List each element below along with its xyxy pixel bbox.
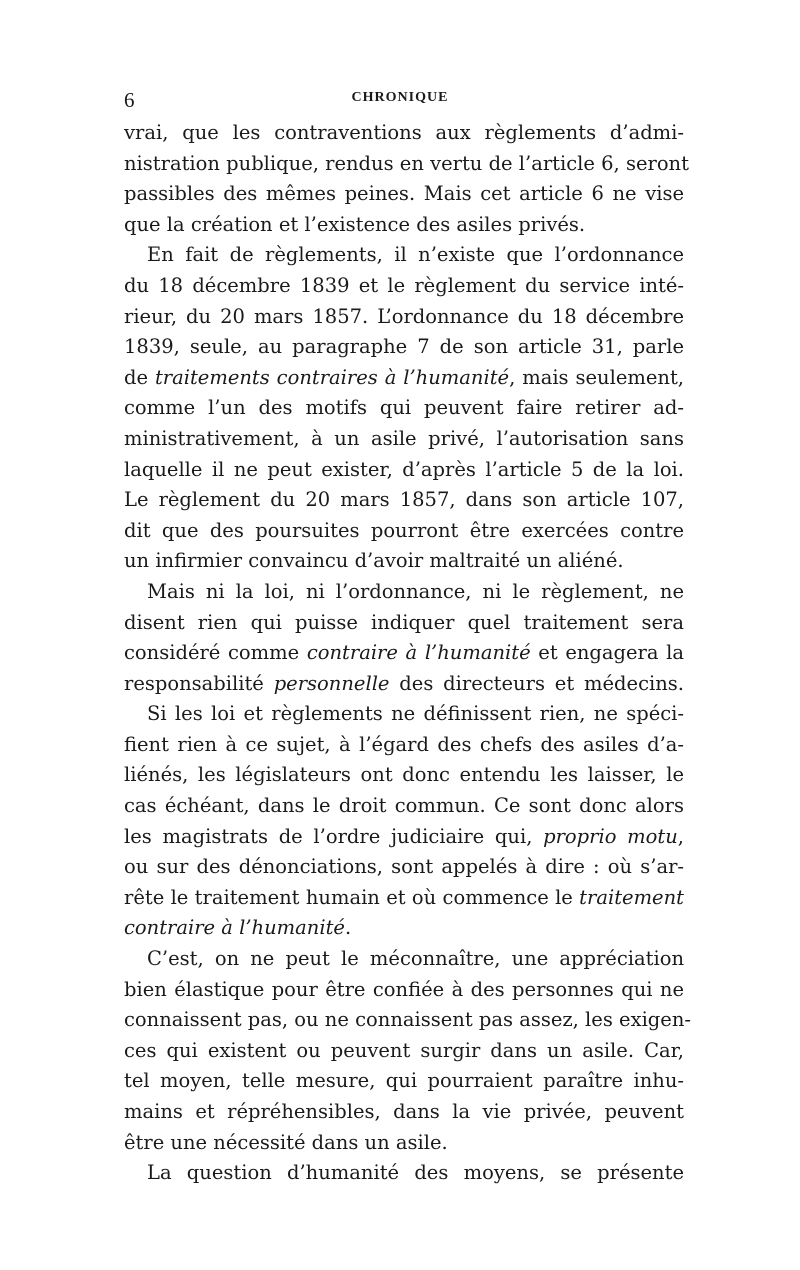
text-line [124,455,684,486]
italic-text: personnelle [273,671,390,695]
text-segment: laquelle il ne peut exister, d’après l’article 5 de la loi. [124,457,684,481]
text-line [124,975,684,1006]
text-line [124,638,684,669]
text-segment: bien élastique pour être confiée à des personnes qui ne [124,977,684,1001]
text-line [124,149,689,180]
text-line [124,424,684,455]
text-line [124,791,684,822]
text-segment: et engagera la [530,641,685,665]
text-line [124,118,684,149]
text-segment: , [677,824,684,848]
text-line [124,1128,684,1159]
running-head: CHRONIQUE [351,90,449,105]
text-line [124,822,684,853]
text-segment: être une nécessité dans un asile. [124,1130,448,1154]
italic-text: traitements contraires à l’humanité [154,365,510,389]
text-line [124,240,684,271]
text-line [124,1158,684,1189]
text-line [124,1005,691,1036]
text-segment: fient rien à ce sujet, à l’égard des chefs des asiles d’a- [124,732,684,756]
text-segment: Si les loi et règlements ne définissent rien, ne spéci- [147,702,684,726]
text-segment: considéré comme [124,641,307,665]
text-line [124,608,684,639]
body-text [124,118,691,1189]
text-segment: du 18 décembre 1839 et le règlement du service inté- [124,273,684,297]
text-line [124,363,684,394]
text-line [124,485,684,516]
text-segment: nistration publique, rendus en vertu de l’article 6, seront [124,151,689,175]
text-segment: cas échéant, dans le droit commun. Ce sont donc alors [124,794,684,818]
text-line [124,944,684,975]
page-number: 6 [124,88,135,112]
text-segment: de [124,365,155,389]
text-segment: , mais seulement, [509,365,684,389]
text-line [124,393,684,424]
text-segment: passibles des mêmes peines. Mais cet article 6 ne vise [124,182,684,206]
text-line [124,699,684,730]
text-line [124,760,684,791]
text-line [124,730,684,761]
text-line [124,669,684,700]
text-segment: C’est, on ne peut le méconnaître, une appréciation [147,947,684,971]
text-line [124,577,684,608]
italic-text: traitement [579,885,684,909]
text-segment: disent rien qui puisse indiquer quel traitement sera [124,610,684,634]
text-segment: ces qui existent ou peuvent surgir dans un asile. Car, [124,1038,684,1062]
text-segment: ministrativement, à un asile privé, l’autorisation sans [124,426,684,450]
text-line [124,1097,684,1128]
text-line [124,179,684,210]
text-segment: dit que des poursuites pourront être exercées contre [124,518,684,542]
text-line [124,913,684,944]
italic-text: contraire à l’humanité [124,916,345,940]
text-segment: les magistrats de l’ordre judiciaire qui, [124,824,544,848]
text-segment: Mais ni la loi, ni l’ordonnance, ni le règlement, ne [147,579,684,603]
text-segment: un infirmier convaincu d’avoir maltraité un aliéné. [124,549,624,573]
italic-text: proprio motu [543,824,678,848]
italic-text: contraire à l’humanité [306,641,531,665]
text-segment: ou sur des dénonciations, sont appelés à dire : où s’ar- [124,855,684,879]
text-segment: En fait de règlements, il n’existe que l’ordonnance [147,243,684,267]
text-segment: des directeurs et médecins. [389,671,684,695]
text-line [124,271,684,302]
page-header [124,88,676,118]
text-line [124,1066,684,1097]
text-segment: que la création et l’existence des asiles privés. [124,212,586,236]
text-line [124,852,684,883]
text-segment: . [344,916,352,940]
text-segment: Le règlement du 20 mars 1857, dans son article 107, [124,488,684,512]
text-line [124,1036,684,1067]
text-line [124,332,684,363]
text-segment: vrai, que les contraventions aux règlements d’admi- [124,121,684,144]
text-segment: liénés, les législateurs ont donc entendu les laisser, le [124,763,684,787]
text-line [124,516,684,547]
text-segment: 1839, seule, au paragraphe 7 de son article 31, parle [124,335,684,359]
text-segment: rête le traitement humain et où commence le [124,885,580,909]
text-segment: tel moyen, telle mesure, qui pourraient paraître inhu- [124,1069,684,1093]
text-segment: rieur, du 20 mars 1857. L’ordonnance du 18 décembre [124,304,684,328]
text-segment: comme l’un des motifs qui peuvent faire retirer ad- [124,396,684,420]
text-line [124,883,684,914]
text-segment: mains et répréhensibles, dans la vie privée, peuvent [124,1100,684,1123]
text-line [124,210,684,241]
text-segment: La question d’humanité des moyens, se présente [147,1161,684,1185]
text-line [124,546,684,577]
text-segment: responsabilité [124,671,274,695]
text-line [124,302,684,333]
text-segment: connaissent pas, ou ne connaissent pas assez, les exigen- [124,1008,691,1032]
